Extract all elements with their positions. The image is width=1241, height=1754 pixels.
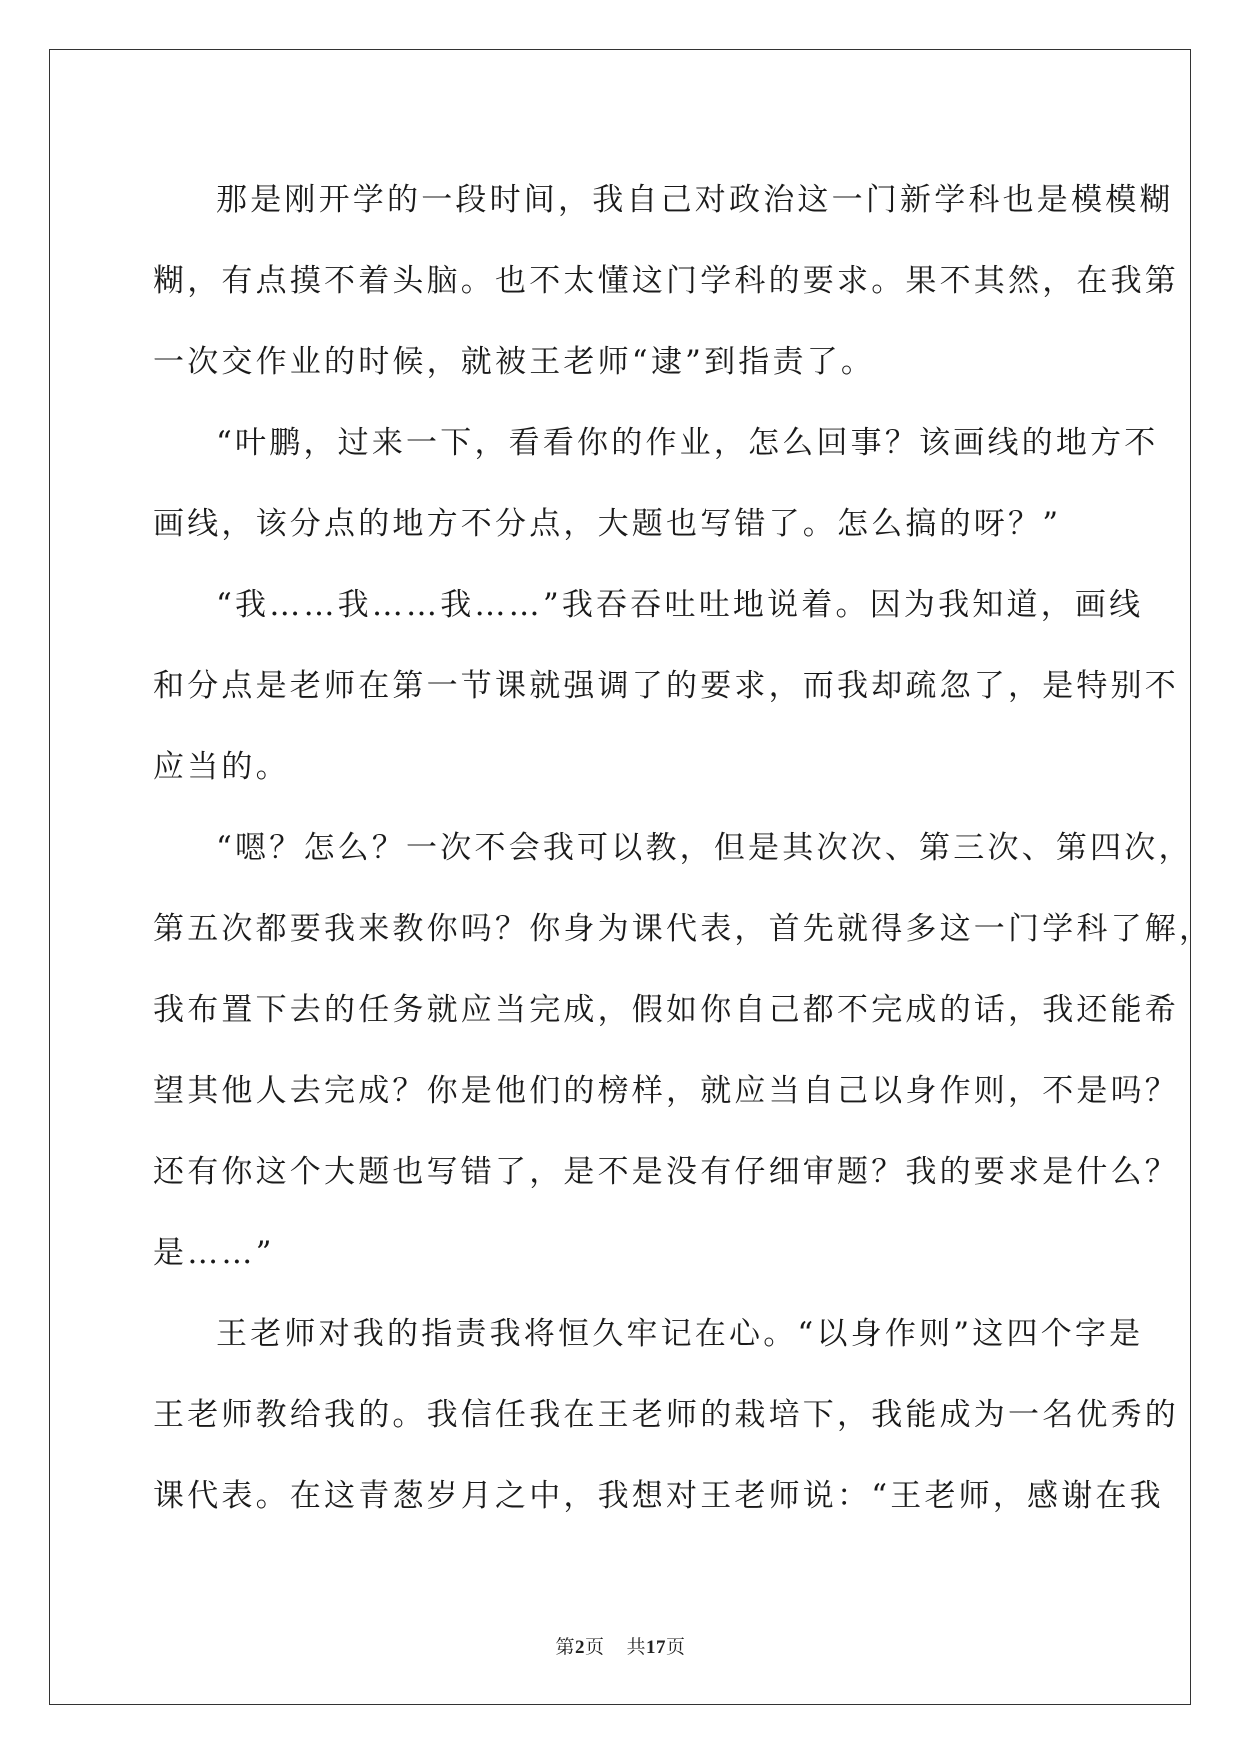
page-prefix: 第 xyxy=(555,1636,575,1658)
text-line: 王老师对我的指责我将恒久牢记在心。“以身作则”这四个字是 xyxy=(216,1316,1144,1352)
text-line: “叶鹏，过来一下，看看你的作业，怎么回事？该画线的地方不 xyxy=(216,425,1159,461)
text-line: “我……我……我……”我吞吞吐吐地说着。因为我知道，画线 xyxy=(216,587,1144,623)
page-footer xyxy=(0,1632,1241,1659)
text-line: 望其他人去完成？你是他们的榜样，就应当自己以身作则，不是吗？ xyxy=(153,1073,1179,1109)
text-line: 和分点是老师在第一节课就强调了的要求，而我却疏忽了，是特别不 xyxy=(153,668,1179,704)
text-line: 一次交作业的时候，就被王老师“逮”到指责了。 xyxy=(153,344,876,380)
total-pages: 17 xyxy=(646,1637,667,1658)
text-line: 第五次都要我来教你吗？你身为课代表，首先就得多这一门学科了解， xyxy=(153,911,1214,947)
text-line: 我布置下去的任务就应当完成，假如你自己都不完成的话，我还能希 xyxy=(153,992,1179,1028)
text-line: 糊，有点摸不着头脑。也不太懂这门学科的要求。果不其然，在我第 xyxy=(153,263,1179,299)
text-line: “嗯？怎么？一次不会我可以教，但是其次次、第三次、第四次， xyxy=(216,830,1193,866)
text-line: 课代表。在这青葱岁月之中，我想对王老师说：“王老师，感谢在我 xyxy=(153,1478,1164,1514)
total-prefix: 共 xyxy=(626,1636,647,1658)
text-line: 那是刚开学的一段时间，我自己对政治这一门新学科也是模模糊 xyxy=(216,182,1174,218)
total-suffix: 页 xyxy=(666,1636,686,1658)
page-number: 2 xyxy=(574,1637,585,1658)
text-line: 应当的。 xyxy=(153,749,290,785)
text-line: 还有你这个大题也写错了，是不是没有仔细审题？我的要求是什么？ xyxy=(153,1154,1179,1190)
text-line: 画线，该分点的地方不分点，大题也写错了。怎么搞的呀？” xyxy=(153,506,1062,542)
document-body xyxy=(153,160,1214,1537)
text-line: 王老师教给我的。我信任我在王老师的栽培下，我能成为一名优秀的 xyxy=(153,1397,1179,1433)
page-suffix: 页 xyxy=(584,1636,605,1658)
text-line: 是……” xyxy=(153,1235,275,1271)
